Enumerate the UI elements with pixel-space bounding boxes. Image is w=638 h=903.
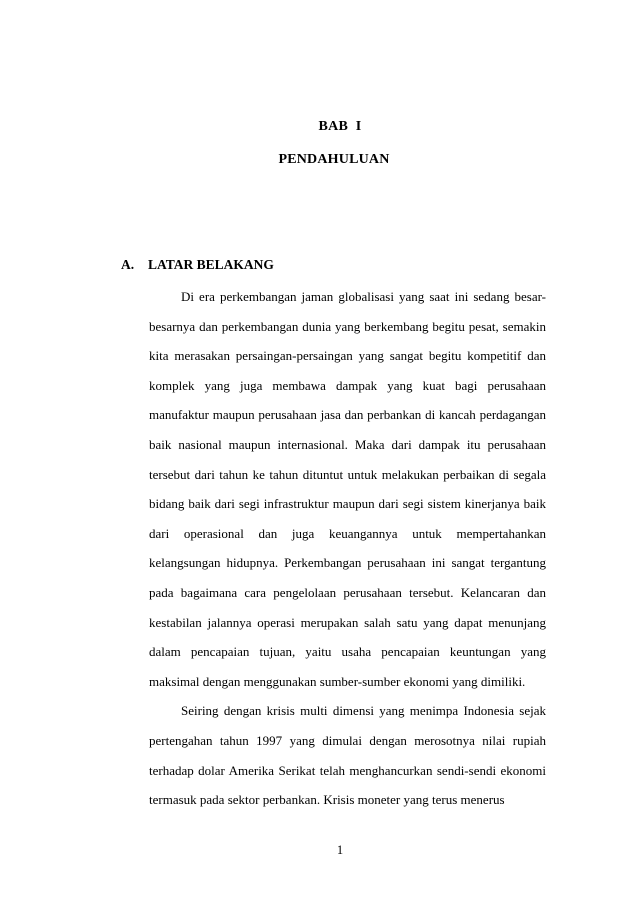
body-text <box>149 282 546 815</box>
chapter-title: PENDAHULUAN <box>278 152 390 167</box>
page-number: 1 <box>336 843 344 857</box>
paragraph-1: Di era perkembangan jaman globalisasi yang saat ini sedang besar-besarnya dan perkembangan dunia yang berkembang begitu pesat, semakin kita merasakan persaingan-persaingan yang sangat begitu kompetitif dan komplek yang juga membawa dampak yang kuat bagi perusahaan manufaktur maupun perusahaan jasa dan perbankan di kancah perdagangan baik nasional maupun internasional. Maka dari dampak itu perusahaan tersebut dari tahun ke tahun dituntut untuk melakukan perbaikan di segala bidang baik dari segi infrastruktur maupun dari segi sistem kinerjanya baik dari operasional dan juga keuangannya untuk mempertahankan kelangsungan hidupnya. Perkembangan perusahaan ini sangat tergantung pada bagaimana cara pengelolaan perusahaan tersebut. Kelancaran dan kestabilan jalannya operasi merupakan salah satu yang dapat menunjang dalam pencapaian tujuan, yaitu usaha pencapaian keuntungan yang maksimal dengan menggunakan sumber-sumber ekonomi yang dimiliki. <box>149 289 546 689</box>
section-title: LATAR BELAKANG <box>148 257 274 272</box>
paragraph-2: Seiring dengan krisis multi dimensi yang menimpa Indonesia sejak pertengahan tahun 1997 yang dimulai dengan merosotnya nilai rupiah terhadap dolar Amerika Serikat telah menghancurkan sendi-sendi ekonomi termasuk pada sektor perbankan. Krisis moneter yang terus menerus <box>149 703 546 808</box>
chapter-number: BAB I <box>318 119 362 134</box>
section-letter: A. <box>121 257 135 272</box>
